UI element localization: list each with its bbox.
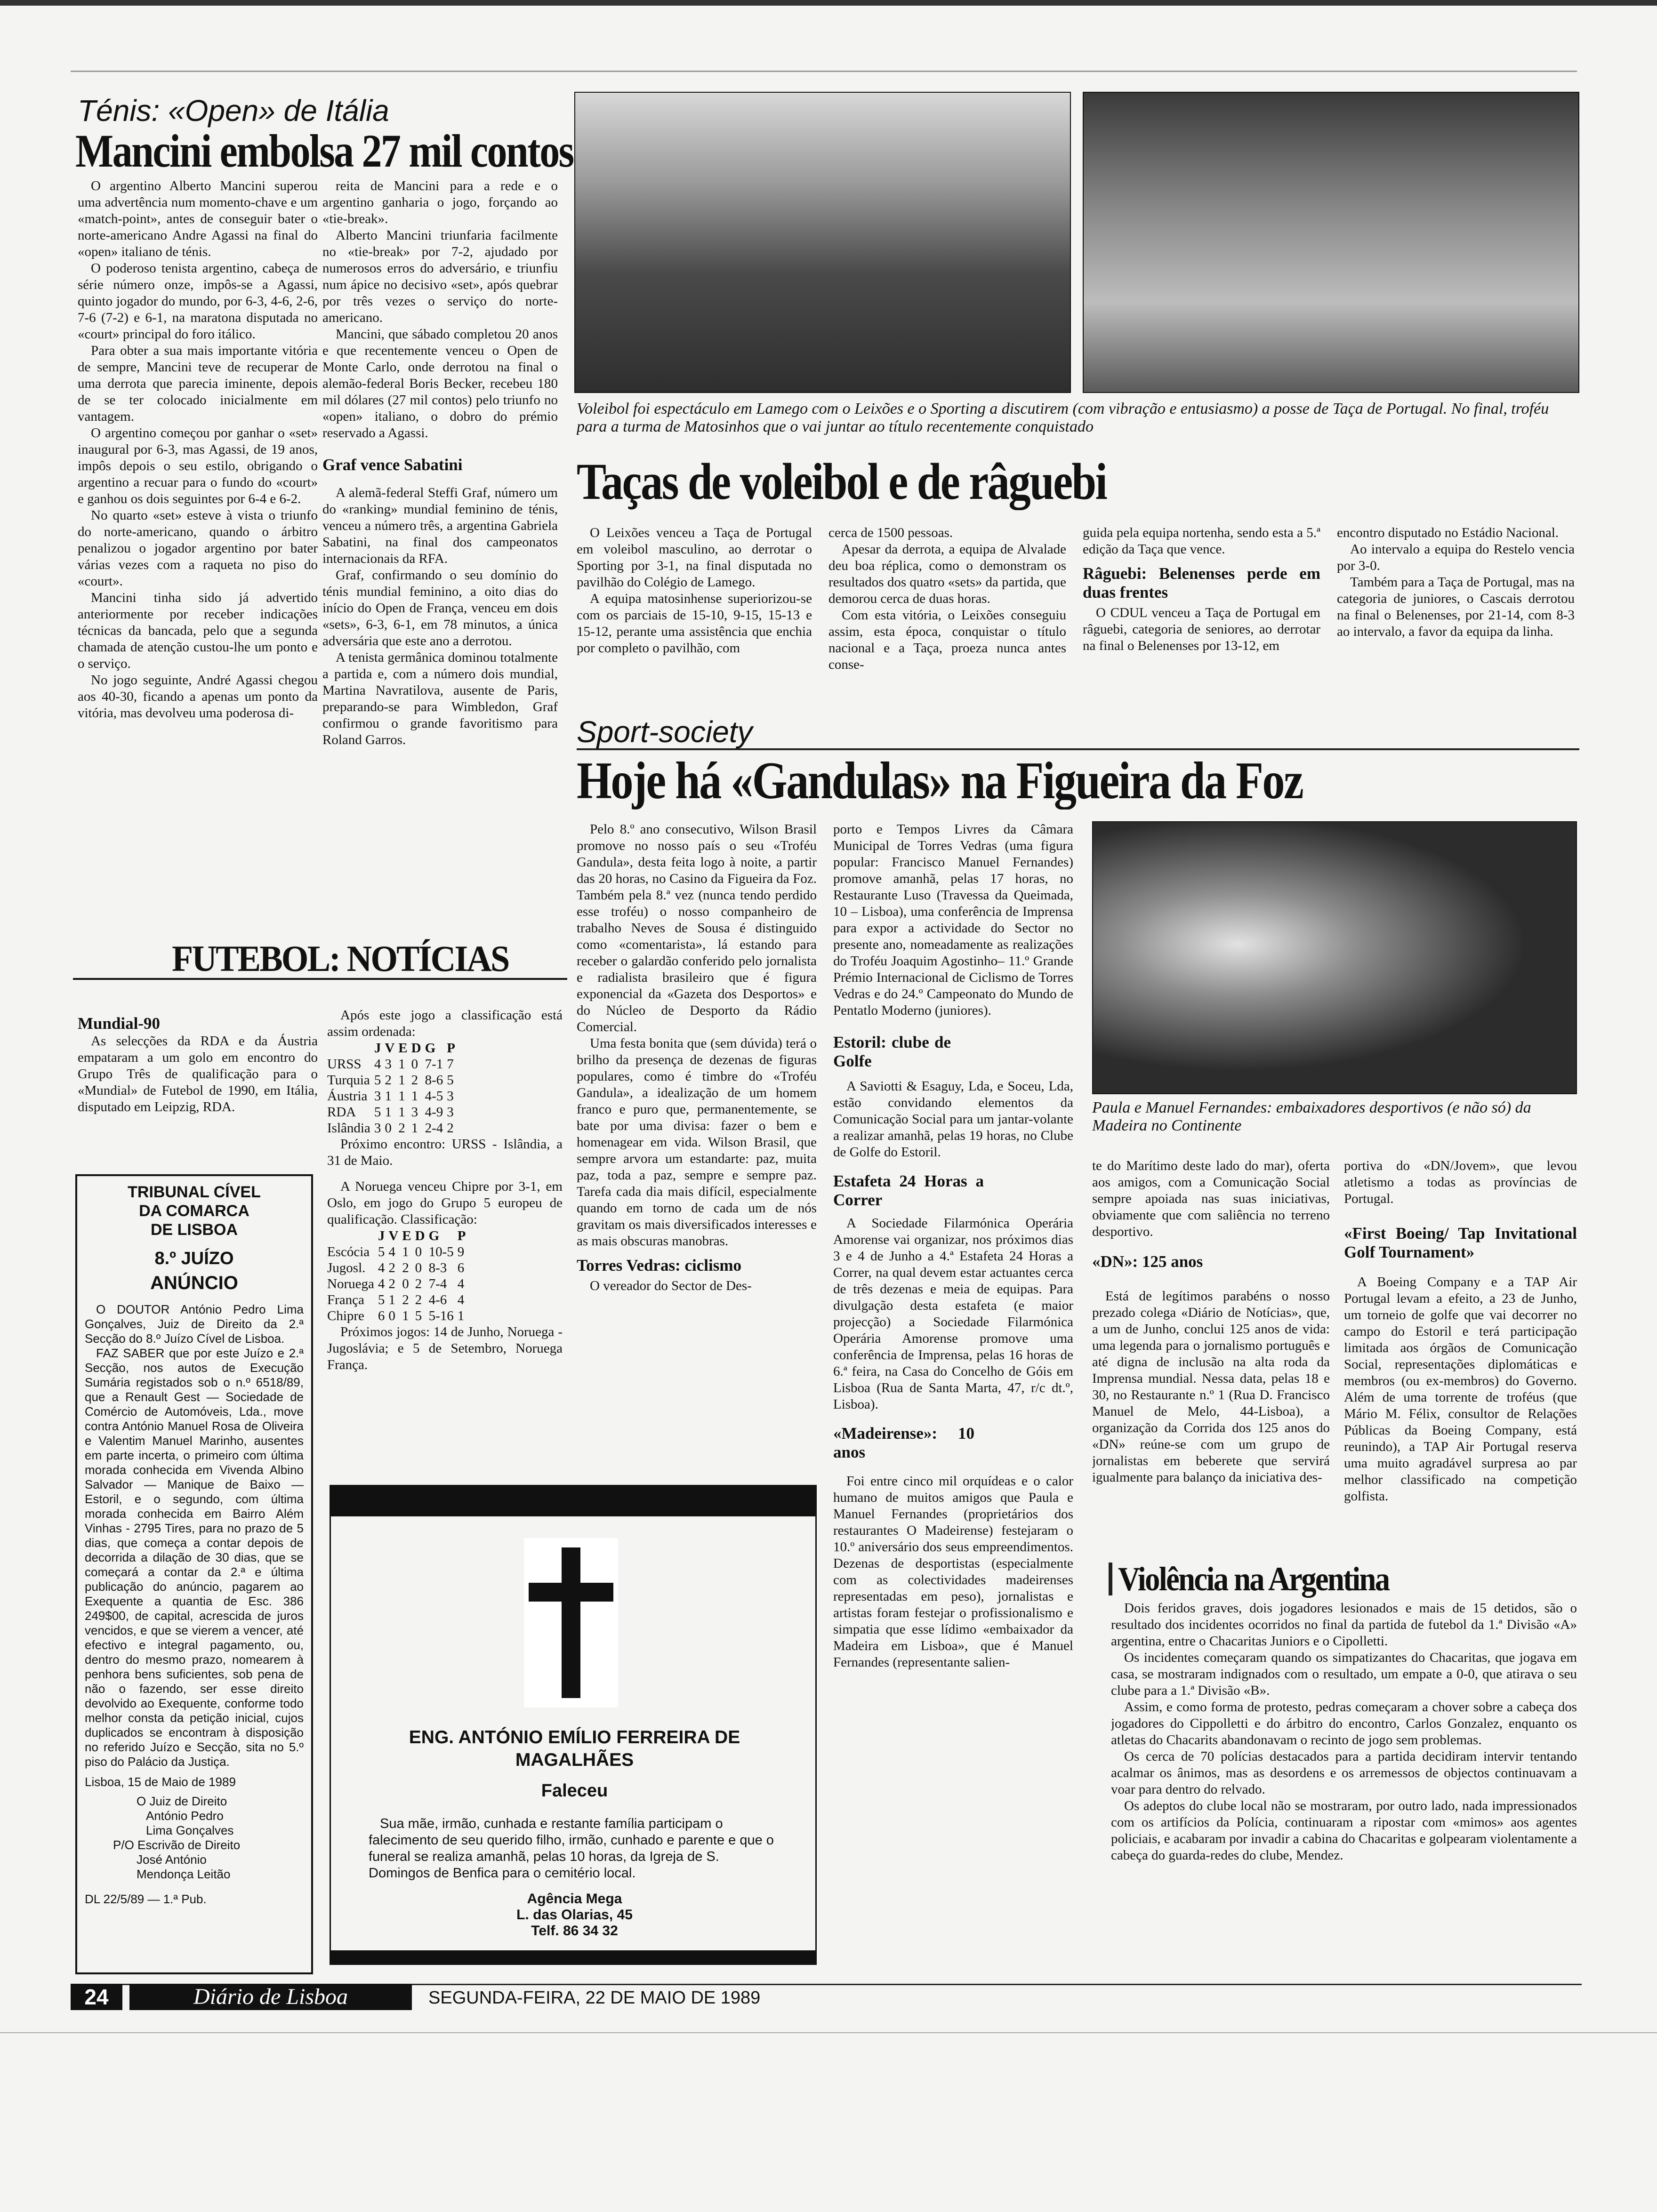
- table-cell: 7: [447, 1057, 454, 1072]
- society-column-3: [1092, 1158, 1330, 1581]
- table-cell: 2: [447, 1121, 454, 1136]
- tribunal-title: DA COMARCA: [139, 1202, 249, 1220]
- table-cell: 2: [388, 1260, 395, 1275]
- table-cell: 5: [374, 1105, 381, 1120]
- paragraph: A Boeing Company e a TAP Air Portugal levam a efeito, a 23 de Junho, um torneio de golfe que vai decorrer no campo do Estoril e terá participação limitada aos órgãos de Comunicação Social, representações diplomáticas e membros (ou ex-membros) do Governo. Além de uma torrente de troféus (que Mário M. Félix, consultor de Relações Públicas da Boeing Company, está reunindo), a TAP Air Portugal reserva uma muito agradável surpresa ao par melhor classificado na competição golfista.: [1344, 1274, 1577, 1504]
- madeira-subheading: «Madeirense»: 10 anos: [833, 1424, 974, 1461]
- paragraph: Próximo encontro: URSS - Islândia, a 31 de Maio.: [327, 1137, 563, 1168]
- signature-line: António Pedro: [146, 1809, 224, 1823]
- table-header-cell: D: [411, 1041, 421, 1056]
- signature-line: Lima Gonçalves: [146, 1823, 234, 1837]
- table-cell: 6: [457, 1260, 465, 1275]
- paragraph: A Noruega venceu Chipre por 3-1, em Oslo, em jogo do Grupo 5 europeu de qualificação. Classificação:: [327, 1179, 563, 1227]
- paragraph: O DOUTOR António Pedro Lima Gonçalves, Juiz de Direito da 2.ª Secção do 8.º Juízo Cível de Lisboa.: [85, 1302, 304, 1346]
- table-cell: 4-9: [425, 1105, 443, 1120]
- volley-column-2: [828, 525, 1066, 715]
- table-cell: Escócia: [327, 1244, 370, 1259]
- classification-column: [327, 1007, 563, 1483]
- argentina-headline: Violência na Argentina: [1118, 1560, 1389, 1598]
- paragraph: Também para a Taça de Portugal, mas na categoria de juniores, o Cascais derrotou na final o Belenenses, por 21-14, com 8-3 ao intervalo, a favor da equipa da linha.: [1337, 575, 1575, 639]
- table-cell: 3: [447, 1089, 454, 1104]
- paragraph: Dois feridos graves, dois jogadores lesionados e mais de 15 detidos, são o resultado dos incidentes ocorridos no final da partida de futebol da 1.ª Divisão «A» argentina, entre o Chacaritas Juniors e o Cipolletti.: [1111, 1601, 1577, 1649]
- table-row: [327, 1276, 469, 1292]
- table-row: [327, 1056, 459, 1072]
- table-cell: 0: [385, 1121, 392, 1136]
- tennis-headline: Mancini embolsa 27 mil contos: [75, 126, 573, 177]
- table-header-cell: [327, 1040, 374, 1056]
- paragraph: Apesar da derrota, a equipa de Alvalade deu boa réplica, como o demonstram os resultados dos quatro «sets» da partida, que demorou cerca de duas horas.: [828, 542, 1066, 606]
- paragraph: encontro disputado no Estádio Nacional.: [1337, 525, 1559, 540]
- table-row: [327, 1308, 469, 1324]
- signature-line: Mendonça Leitão: [137, 1867, 231, 1881]
- table-cell: 1: [411, 1089, 418, 1104]
- table-cell: 3: [411, 1105, 418, 1120]
- table-cell: 3: [374, 1121, 381, 1136]
- page-number: 24: [71, 1984, 122, 2010]
- society-rule: [577, 748, 1579, 750]
- paragraph: Mancini, que sábado completou 20 anos e que recentemente venceu o Open de Monte Carlo, onde derrotou na final o alemão-federal Boris Becker, recebeu 180 mil dólares (27 mil contos) pelo triunfo no «open» italiano, o dobro do prémio reservado a Agassi.: [322, 327, 558, 441]
- table-cell: 2: [415, 1276, 422, 1291]
- paragraph: portiva do «DN/Jovem», que levou atletismo a todas as províncias de Portugal.: [1344, 1158, 1577, 1206]
- table-cell: 1: [398, 1073, 405, 1088]
- paragraph: Foi entre cinco mil orquídeas e o calor humano de muitos amigos que Paula e Manuel Fernandes (proprietários dos restaurantes O Madeirense) festejaram o 10.º aniversário dos seus empreendimentos. Dezenas de desportistas (especialmente com as colectividades madeirenses representadas em peso), jornalistas e artistas foram festejar o profissionalismo e simpatia que esse lídimo «embaixador da Madeira em Lisboa», que é Manuel Fernandes (representante salien-: [833, 1474, 1073, 1670]
- argentina-bar: [1109, 1563, 1112, 1595]
- table-cell: 10-5: [428, 1244, 454, 1259]
- paragraph: Pelo 8.º ano consecutivo, Wilson Brasil promove no nosso país o seu «Troféu Gandula», desta feita logo à noite, a partir das 20 horas, no Casino da Figueira da Foz. Também pela 8.ª vez (nunca tendo perdido esse troféu) o nosso companheiro de trabalho Neves de Sousa é distinguido como «comentarista», lá estando para receber o galardão conferido pelo jornalista e radialista brasileiro que é figura exponencial da «Gazeta dos Desportos» e do Núcleo de Desporto da Rádio Comercial.: [577, 822, 817, 1034]
- paragraph: No jogo seguinte, André Agassi chegou aos 40-30, ficando a apenas um ponto da vitória, mas devolveu uma poderosa di-: [78, 673, 318, 721]
- table-row: [327, 1244, 469, 1260]
- table-row: [327, 1292, 469, 1308]
- table-cell: 2: [398, 1121, 405, 1136]
- table-cell: 2: [402, 1292, 409, 1307]
- table-cell: 4: [374, 1057, 381, 1072]
- paragraph: reita de Mancini para a rede e o argentino ganharia o jogo, forçando ao «tie-break».: [322, 178, 558, 226]
- paragraph: Ao intervalo a equipa do Restelo vencia por 3-0.: [1337, 542, 1575, 573]
- table-cell: 4: [378, 1276, 385, 1291]
- paragraph: O vereador do Sector de Des-: [590, 1278, 752, 1293]
- society-column-4: [1344, 1158, 1577, 1548]
- table-cell: Turquia: [327, 1073, 370, 1088]
- table-header-cell: P: [447, 1041, 455, 1056]
- mundial-title: Mundial-90: [78, 1014, 161, 1033]
- table-cell: 1: [388, 1292, 395, 1307]
- table-cell: Áustria: [327, 1089, 368, 1104]
- table-cell: 7-1: [425, 1057, 443, 1072]
- dn-subheading: «DN»: 125 anos: [1092, 1252, 1203, 1271]
- table-header-row: [327, 1228, 469, 1244]
- torres-subheading: Torres Vedras: ciclismo: [577, 1256, 741, 1274]
- paragraph: Mancini tinha sido já advertido anteriormente por receber indicações técnicas da bancada, pelo que a segunda chamada de atenção custou-lhe um ponto e o serviço.: [78, 590, 318, 671]
- table-cell: 1: [385, 1105, 392, 1120]
- table-cell: 5: [378, 1244, 385, 1259]
- table-row: [327, 1104, 459, 1120]
- table-cell: França: [327, 1292, 364, 1307]
- table-header-cell: J: [378, 1228, 385, 1243]
- paragraph: O argentino Alberto Mancini superou uma advertência num momento-chave e um «match-point», antes de conseguir bater o norte-americano Andre Agassi na final do «open» italiano de ténis.: [78, 178, 318, 259]
- table-header-cell: V: [385, 1041, 395, 1056]
- table-cell: 4-6: [428, 1292, 447, 1307]
- table-header-cell: J: [374, 1041, 381, 1056]
- paragraph: guida pela equipa nortenha, sendo esta a 5.ª edição da Taça que vence.: [1083, 525, 1320, 557]
- table-header-cell: V: [388, 1228, 399, 1243]
- volley-team-photo: [1083, 92, 1579, 393]
- table-cell: 8-3: [428, 1260, 447, 1275]
- table-row: [327, 1088, 459, 1104]
- table-row: [327, 1072, 459, 1088]
- table-cell: 2: [402, 1260, 409, 1275]
- paragraph: A Saviotti & Esaguy, Lda, e Soceu, Lda, estão convidando elementos da Comunicação Social para um jantar-volante a realizar amanhã, pelas 19 horas, no Clube de Golfe do Estoril.: [833, 1079, 1073, 1160]
- volley-column-3: [1083, 525, 1320, 715]
- obituary-top-bar: [331, 1486, 815, 1516]
- table-cell: 0: [415, 1260, 422, 1275]
- society-headline: Hoje há «Gandulas» na Figueira da Foz: [577, 753, 1303, 809]
- table-header-cell: [327, 1228, 378, 1244]
- paragraph: Uma festa bonita que (sem dúvida) terá o brilho da presença de dezenas de figuras populares, como é timbre do «Troféu Gandula», a idealização de um homem franco e puro que, permanentemente, se bate por uma divisa: fazer o bem e homenagear em vida. Wilson Brasil, que sempre arvora um estandarte: paz, muita paz, toda a paz, sempre e sempre paz. Tarefa cada dia mais difícil, especialmente quando em torno de cada um de nós gravitam os mais diversificados interesses e as mais obscuras manobras.: [577, 1036, 817, 1249]
- table-cell: 2: [388, 1276, 395, 1291]
- paragraph: porto e Tempos Livres da Câmara Municipal de Torres Vedras (uma figura popular: Francisco Manuel Fernandes) promove amanhã, pelas 17 horas, no Restaurante Luso (Travessa da Queimada, 10 – Lisboa), uma conferência de Imprensa para expor a actividade do Sector no presente ano, nomeadamente as realizações do Troféu Joaquim Agostinho– 11.º Grande Prémio Internacional de Ciclismo de Torres Vedras e do 24.º Campeonato do Mundo de Pentatlo Moderno (juniores).: [833, 822, 1073, 1018]
- paragraph: Os incidentes começaram quando os simpatizantes do Chacaritas, que jogava em casa, se mostraram indignados com o resultado, um empate a 0-0, que atirava o seu clube para a 1.ª Divisão «B».: [1111, 1650, 1577, 1698]
- table-cell: 5-16: [428, 1308, 454, 1323]
- paragraph: Assim, e como forma de protesto, pedras começaram a chover sobre a cabeça dos jogadores do Cippolletti e do árbitro do encontro, Carlos Gonzalez, enquanto os atletas do Chacarits abandonavam o recinto de jogo sem problemas.: [1111, 1699, 1577, 1747]
- footer: [71, 1984, 1582, 2013]
- tribunal-date: Lisboa, 15 de Maio de 1989: [85, 1775, 236, 1789]
- society-kicker: Sport-society: [577, 715, 753, 748]
- futebol-banner: FUTEBOL: NOTÍCIAS: [172, 938, 509, 979]
- obituary-bottom-bar: [331, 1950, 815, 1964]
- agency-address: L. das Olarias, 45: [516, 1907, 633, 1923]
- agency-name: Agência Mega: [527, 1891, 622, 1907]
- graf-subheading: Graf vence Sabatini: [322, 456, 463, 474]
- table-cell: URSS: [327, 1057, 362, 1072]
- boeing-subheading: «First Boeing/ Tap Invitational Golf Tournament»: [1344, 1224, 1577, 1261]
- table-header-row: [327, 1040, 459, 1056]
- table-cell: 0: [411, 1057, 418, 1072]
- table-cell: 3: [447, 1105, 454, 1120]
- paragraph: Está de legítimos parabéns o nosso prezado colega «Diário de Notícias», que, a um de Junho, conclui 125 anos de vida: uma legenda para o jornalismo português e até digna de inclusão na alta roda da Imprensa mundial. Nessa data, pelas 18 e 30, no Restaurante n.º 1 (Rua D. Francisco Manuel de Melo, 44-Lisboa), a organização da Corrida dos 125 anos do «DN» reúne-se com um grupo de jornalistas em beberete que servirá igualmente para balanço da iniciativa des-: [1092, 1289, 1330, 1485]
- paragraph: Os cerca de 70 polícias destacados para a partida decidiram intervir tentando acalmar os ânimos, mas as desordens e os arremessos de objectos continuavam a voar para dentro do relvado.: [1111, 1749, 1577, 1797]
- table-header-cell: G: [425, 1041, 436, 1056]
- society-column-1: [577, 821, 817, 1461]
- paragraph: te do Marítimo deste lado do mar), oferta aos amigos, com a Comunicação Social sempre apoiada nas suas iniciativas, obviamente que com saliência no terreno desportivo.: [1092, 1158, 1330, 1239]
- table-cell: 1: [402, 1244, 409, 1259]
- tribunal-title: DE LISBOA: [150, 1221, 238, 1239]
- table-cell: 1: [411, 1121, 418, 1136]
- table-cell: 4-5: [425, 1089, 443, 1104]
- table-cell: 4: [457, 1292, 465, 1307]
- table-cell: RDA: [327, 1105, 356, 1120]
- table-row: [327, 1260, 469, 1276]
- table-cell: 2-4: [425, 1121, 443, 1136]
- tennis-column-1: [78, 178, 318, 936]
- table-cell: Chipre: [327, 1308, 364, 1323]
- volley-column-4: [1337, 525, 1575, 715]
- table-cell: 6: [378, 1308, 385, 1323]
- tribunal-anuncio: ANÚNCIO: [150, 1273, 238, 1293]
- table-cell: Jugosl.: [327, 1260, 366, 1275]
- table-cell: 5: [374, 1073, 381, 1088]
- signature-line: P/O Escrivão de Direito: [113, 1838, 241, 1852]
- table-cell: 8-6: [425, 1073, 443, 1088]
- paragraph: O argentino começou por ganhar o «set» inaugural por 6-3, mas Agassi, de 19 anos, impôs depois o seu estilo, obrigando o argentino a recuar para o fundo do «court» e ganhou os dois seguintes por 6-4 e 6-2.: [78, 425, 318, 506]
- table-cell: 7-4: [428, 1276, 447, 1291]
- table-cell: 4: [388, 1244, 395, 1259]
- table-cell: 3: [374, 1089, 381, 1104]
- top-border: [0, 0, 1657, 6]
- tennis-kicker: Ténis: «Open» de Itália: [78, 94, 389, 128]
- argentina-article: [1111, 1600, 1577, 1963]
- paragraph: A alemã-federal Steffi Graf, número um do «ranking» mundial feminino de ténis, venceu a número três, a argentina Gabriela Sabatini, na final dos campeonatos internacionais da RFA.: [322, 485, 558, 566]
- table-cell: 5: [415, 1308, 422, 1323]
- table-header-cell: E: [402, 1228, 411, 1243]
- table-cell: 2: [415, 1292, 422, 1307]
- signature-line: José António: [137, 1852, 207, 1867]
- tribunal-notice: [75, 1174, 313, 1974]
- paragraph: O Leixões venceu a Taça de Portugal em voleibol masculino, ao derrotar o Sporting por 3-1, na final disputada no pavilhão do Colégio de Lamego.: [577, 525, 812, 590]
- paragraph: FAZ SABER que por este Juízo e 2.ª Secção, nos autos de Execução Sumária registados sob o n.º 6518/89, que a Renault Gest — Sociedade de Comércio de Automóveis, Lda., move contra António Manuel Rosa de Oliveira e Valentim Manuel Marinho, ausentes em parte incerta, o primeiro com última morada conhecida em Vivenda Albino Salvador — Manique de Baixo — Estoril, e o segundo, com última morada conhecida em Bairro Além Vinhas - 2795 Tires, para no prazo de 5 dias, que começa a contar depois de decorrida a dilação de 30 dias, que se começará a contar da 2.ª e última publicação do anúncio, pagarem ao Exequente a quantia de Esc. 386 249$00, de capital, acrescida de juros vencidos, e que se vierem a vencer, até efectivo e integral pagamento, ou, dentro do mesmo prazo, nomearem à penhora bens suficientes, sob pena de não o fazendo, ser esse direito devolvido ao Exequente, conforme todo melhor consta da petição inicial, cujos duplicados se encontram à disposição no referido Juízo e Secção, sita no 5.º piso do Palácio da Justiça.: [85, 1346, 304, 1769]
- tribunal-juizo: 8.º JUÍZO: [154, 1249, 234, 1268]
- table-cell: 1: [398, 1057, 405, 1072]
- paragraph: Após este jogo a classificação está assim ordenada:: [327, 1008, 563, 1039]
- paragraph: No quarto «set» esteve à vista o triunfo do norte-americano, quando o árbitro penalizou o jogador argentino por bater várias vezes com a raqueta no piso do «court».: [78, 508, 318, 589]
- obituary-notice: [330, 1485, 817, 1965]
- obituary-text: Sua mãe, irmão, cunhada e restante família participam o falecimento de seu querido filho, irmão, cunhado e parente e que o funeral se realiza amanhã, pelas 10 horas, da Igreja de S. Domingos de Benfica para o cemitério local.: [369, 1816, 774, 1881]
- table-header-cell: P: [457, 1228, 466, 1243]
- top-dotted-rule: [71, 71, 1577, 72]
- table-cell: 2: [385, 1073, 392, 1088]
- classification-table-group3: [327, 1040, 459, 1136]
- rugby-subheading: Râguebi: Belenenses perde em duas frentes: [1083, 564, 1320, 601]
- paragraph: Graf, confirmando o seu domínio do ténis mundial feminino, a oito dias do início do Open de França, venceu em dois «sets», 6-3, 6-1, em 78 minutos, a única adversária que este ano a derrotou.: [322, 568, 558, 649]
- table-cell: 4: [457, 1276, 465, 1291]
- volley-match-photo: [574, 92, 1071, 393]
- volley-headline: Taças de voleibol e de râguebi: [577, 454, 1107, 510]
- tennis-column-2: [322, 178, 558, 936]
- table-header-cell: E: [398, 1041, 408, 1056]
- paragraph: As selecções da RDA e da Áustria empataram a um golo em encontro do Grupo Três de qualificação para o «Mundial» de Futebol de 1990, em Itália, disputado em Leipzig, RDA.: [78, 1034, 318, 1114]
- paragraph: Alberto Mancini triunfaria facilmente no «tie-break» por 7-2, ajudado por numerosos erros do adversário, e triunfiu num ápice no decisivo «set», após quebrar por três vezes o serviço do norte-americano.: [322, 228, 558, 325]
- mundial-block: [78, 1014, 318, 1170]
- classification-table-group5: [327, 1228, 469, 1324]
- paragraph: Com esta vitória, o Leixões conseguiu assim, esta época, conquistar o título nacional e a Taça, proeza nunca antes conse-: [828, 608, 1066, 672]
- table-header-cell: D: [415, 1228, 425, 1243]
- table-cell: 5: [378, 1292, 385, 1307]
- paragraph: A equipa matosinhense superiorizou-se com os parciais de 15-10, 9-15, 15-13 e 15-12, perante uma assistência que enchia por completo o pavilhão, com: [577, 591, 812, 656]
- paragraph: Próximos jogos: 14 de Junho, Noruega - Jugoslávia; e 5 de Setembro, Noruega França.: [327, 1324, 563, 1372]
- paragraph: Os adeptos do clube local não se mostraram, por outro lado, nada impressionados com os artifícios da Polícia, continuaram a ripostar com «mimos» aos agentes policiais, e acabaram por invadir a cabina do Chacaritas e golpearam violentamente a cabeça do guarda-redes do clube, Mendez.: [1111, 1798, 1577, 1863]
- table-cell: 1: [398, 1089, 405, 1104]
- golf-subheading: Estoril: clube de Golfe: [833, 1033, 951, 1070]
- bottom-rule: [0, 2032, 1657, 2033]
- obituary-name: ENG. ANTÓNIO EMÍLIO FERREIRA DE MAGALHÃES: [409, 1727, 740, 1770]
- fernandes-photo: [1092, 821, 1577, 1094]
- table-cell: 4: [378, 1260, 385, 1275]
- volley-photo-caption: Voleibol foi espectáculo em Lamego com o Leixões e o Sporting a discutirem (com vibração e entusiasmo) a posse de Taça de Portugal. No final, troféu para a turma de Matosinhos que o vai juntar ao título recentemente conquistado: [577, 400, 1549, 435]
- issue-date: SEGUNDA-FEIRA, 22 DE MAIO DE 1989: [428, 1988, 761, 2008]
- futebol-banner-box: [73, 937, 567, 980]
- paragraph: O CDUL venceu a Taça de Portugal em râguebi, categoria de seniores, ao derrotar na final o Belenenses por 13-12, em: [1083, 605, 1320, 653]
- cross-icon: [524, 1538, 618, 1707]
- table-cell: 5: [447, 1073, 454, 1088]
- paragraph: O poderoso tenista argentino, cabeça de série número onze, impôs-se a Agassi, quinto jogador do mundo, por 6-3, 4-6, 2-6, 7-6 (7-2) e 6-1, na maratona disputada no «court» principal do foro itálico.: [78, 261, 318, 342]
- table-cell: 3: [385, 1057, 392, 1072]
- table-header-cell: G: [428, 1228, 440, 1243]
- tribunal-title: TRIBUNAL CÍVEL: [128, 1183, 261, 1201]
- relay-subheading: Estafeta 24 Horas a Correr: [833, 1172, 984, 1209]
- obituary-faleceu: Faleceu: [541, 1781, 608, 1801]
- table-cell: 1: [402, 1308, 409, 1323]
- volley-column-1: [577, 525, 812, 715]
- table-row: [327, 1120, 459, 1136]
- table-cell: 0: [388, 1308, 395, 1323]
- table-cell: 0: [402, 1276, 409, 1291]
- table-cell: 9: [457, 1244, 465, 1259]
- fernandes-photo-caption: Paula e Manuel Fernandes: embaixadores desportivos (e não só) da Madeira no Continente: [1092, 1099, 1531, 1134]
- society-column-2: [833, 821, 1073, 1965]
- newspaper-name: Diário de Lisboa: [129, 1984, 412, 2010]
- table-cell: 1: [457, 1308, 465, 1323]
- paragraph: cerca de 1500 pessoas.: [828, 525, 953, 540]
- table-cell: 1: [398, 1105, 405, 1120]
- agency-phone: Telf. 86 34 32: [531, 1923, 618, 1939]
- table-cell: 0: [415, 1244, 422, 1259]
- paragraph: A Sociedade Filarmónica Operária Amorense vai organizar, nos próximos dias 3 e 4 de Junho a 4.ª Estafeta 24 Horas a Correr, na qual devem estar actuantes cerca de três dezenas e meia de equipas. Para divulgação desta estafeta (e maior projecção) a Sociedade Filarmónica Operária Amorense promove uma conferência de Imprensa, pelas 16 horas de 6.ª feira, na Casa do Concelho de Góis em Lisboa (Rua de Santa Marta, 47, r/c dt.º, Lisboa).: [833, 1216, 1073, 1412]
- table-cell: 2: [411, 1073, 418, 1088]
- table-cell: Islândia: [327, 1121, 370, 1136]
- tribunal-ref: DL 22/5/89 — 1.ª Pub.: [85, 1892, 207, 1906]
- paragraph: A tenista germânica dominou totalmente a partida e, com a número dois mundial, Martina Navratilova, ausente de Paris, preparando-se para Wimbledon, Graf confirmou o grande favoritismo para Roland Garros.: [322, 650, 558, 747]
- paragraph: Para obter a sua mais importante vitória de sempre, Mancini teve de recuperar de uma derrota que parecia iminente, depois de se ter colocado inicialmente em vantagem.: [78, 343, 318, 424]
- table-cell: 1: [385, 1089, 392, 1104]
- signature-line: O Juiz de Direito: [137, 1794, 227, 1808]
- table-cell: Noruega: [327, 1276, 374, 1291]
